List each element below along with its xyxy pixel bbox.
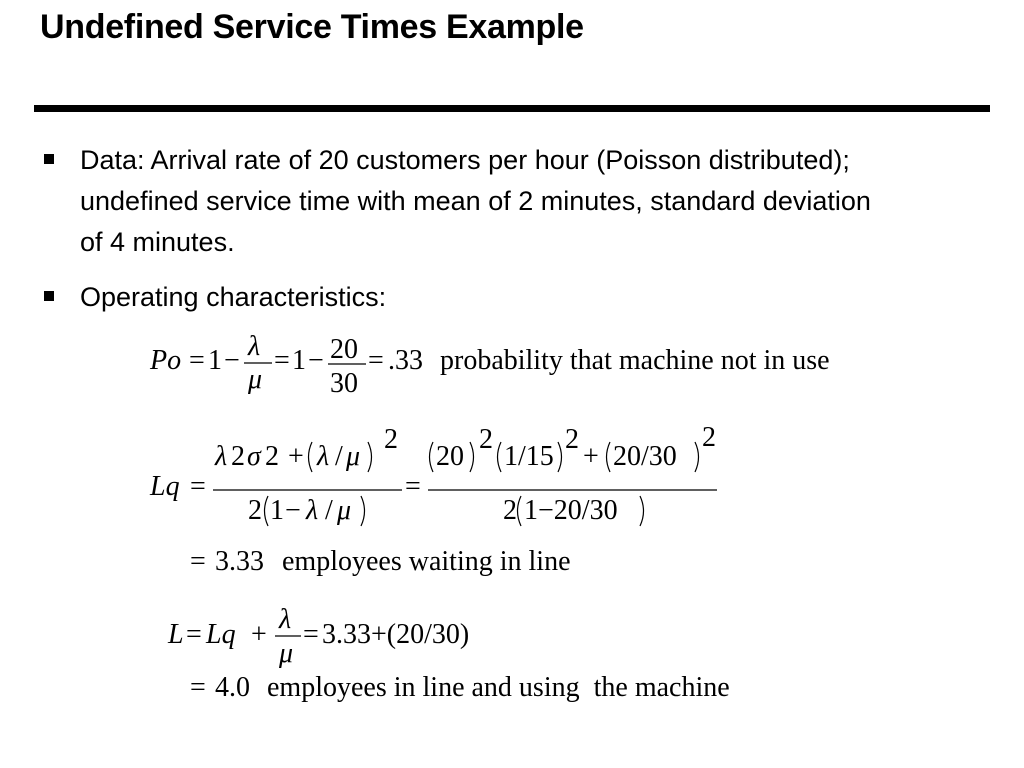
po-equals-2: = — [274, 345, 290, 376]
l-result-equals: = — [190, 672, 206, 703]
lq-result-equals: = — [190, 546, 206, 577]
lq-den2-body: 1−20/30 — [524, 495, 618, 526]
lq-num-slash: / — [335, 441, 343, 472]
po-frac1-den: μ — [248, 364, 263, 395]
lq-den-two: 2 — [248, 495, 262, 526]
lq-num-mu: μ — [346, 441, 361, 472]
lq-num-sq: 2 — [384, 424, 398, 455]
l-lq: Lq — [206, 619, 236, 650]
lq-num-lambda2: λ — [317, 441, 330, 472]
lq-num2-paren-1l — [430, 442, 434, 472]
l-equation — [167, 604, 730, 703]
lq-den2-paren-right — [640, 496, 644, 526]
lq-num-paren-left — [309, 442, 313, 472]
l-equals-1: = — [186, 619, 202, 650]
lq-num2-20: 20 — [436, 441, 464, 472]
bullet-operating-text: Operating characteristics: — [80, 282, 387, 312]
po-equals-3: = — [368, 345, 384, 376]
lq-lhs: Lq — [150, 471, 180, 502]
po-one-1: 1 — [208, 345, 222, 376]
lq-equation — [149, 422, 717, 577]
lq-num2-paren-3r — [695, 442, 699, 472]
po-one-2: 1 — [292, 345, 306, 376]
lq-num-two-a: 2 — [231, 441, 245, 472]
lq-num2-paren-3l — [607, 442, 611, 472]
lq-equals: = — [190, 471, 206, 502]
lq-num2-plus: + — [583, 441, 599, 472]
lq-den-minus: − — [285, 495, 301, 526]
lq-den-one: 1 — [270, 495, 284, 526]
lq-num2-ratio: 1/15 — [504, 441, 554, 472]
lq-num2-ratio2: 20/30 — [613, 441, 677, 472]
lq-num-plus: + — [288, 441, 304, 472]
lq-den-paren-right — [361, 496, 365, 526]
po-result: .33 — [388, 345, 423, 376]
lq-result-value: 3.33 — [215, 546, 264, 577]
lq-num2-paren-2r — [558, 442, 562, 472]
lq-num-paren-right — [368, 442, 372, 472]
l-equals-2: = — [303, 619, 319, 650]
lq-den-lambda: λ — [306, 495, 319, 526]
po-frac2-den: 30 — [330, 368, 358, 399]
lq-num2-sq-a: 2 — [479, 424, 493, 455]
lq-den2-paren-left — [518, 496, 522, 526]
l-frac-num: λ — [279, 604, 292, 635]
l-sum: 3.33+(20/30) — [322, 619, 470, 650]
l-frac-den: μ — [279, 638, 294, 669]
lq-num2-sq-c: 2 — [702, 422, 716, 453]
lq-num-two-b: 2 — [265, 441, 279, 472]
po-minus-2: − — [308, 345, 324, 376]
lq-num2-paren-2l — [498, 442, 502, 472]
lq-equals-2: = — [405, 471, 421, 502]
l-result-text: employees in line and using the machine — [267, 672, 730, 703]
lq-num2-sq-b: 2 — [565, 424, 579, 455]
lq-den-paren-left — [265, 496, 269, 526]
lq-den2-two: 2 — [503, 495, 517, 526]
lq-result-text: employees waiting in line — [282, 546, 571, 577]
po-frac1-num: λ — [248, 331, 261, 362]
l-lhs: L — [168, 619, 184, 650]
lq-num2-paren-1r — [470, 442, 474, 472]
lq-den-slash: / — [325, 495, 333, 526]
po-equation — [149, 331, 830, 399]
po-frac2-num: 20 — [330, 334, 358, 365]
po-lhs: Po — [150, 345, 182, 376]
po-equals-1: = — [189, 345, 205, 376]
po-minus-1: − — [224, 345, 240, 376]
slide-title: Undefined Service Times Example — [40, 8, 584, 46]
bullet-data-text: Data: Arrival rate of 20 customers per hour (Poisson distributed); undefined service time with mean of 2 minutes, standard deviation of 4 minutes. — [80, 145, 871, 257]
l-plus: + — [251, 619, 267, 650]
po-description: probability that machine not in use — [440, 345, 830, 376]
l-result-value: 4.0 — [215, 672, 250, 703]
lq-den-mu: μ — [337, 495, 352, 526]
lq-num-sigma: σ — [247, 441, 261, 472]
lq-num-lambda: λ — [215, 441, 228, 472]
